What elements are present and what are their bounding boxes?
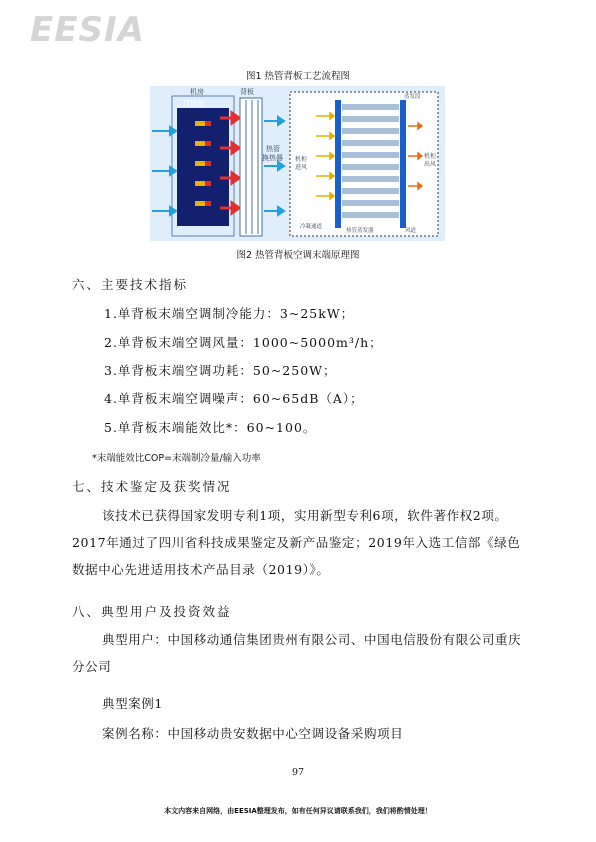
section6-heading: 六、主要技术指标 bbox=[72, 277, 189, 292]
section7-heading: 七、技术鉴定及获奖情况 bbox=[72, 479, 232, 494]
svg-text:热管: 热管 bbox=[266, 145, 280, 153]
svg-text:出风: 出风 bbox=[424, 161, 437, 168]
eesia-logo: EESIA bbox=[30, 10, 145, 50]
cop-footnote: *末端能效比COP=末端制冷量/输入功率 bbox=[92, 453, 261, 464]
spec-item-5: 5.单背板末端能效比*：60~100。 bbox=[104, 420, 317, 435]
spec-item-3: 3.单背板末端空调功耗：50~250W； bbox=[104, 363, 337, 378]
svg-text:冷凝通道: 冷凝通道 bbox=[300, 224, 323, 230]
svg-text:风道: 风道 bbox=[405, 228, 417, 234]
spec-item-4: 4.单背板末端空调噪声：60~65dB（A）； bbox=[104, 391, 364, 406]
figure2-caption: 图2 热管背板空调末端原理图 bbox=[236, 250, 360, 261]
spec-item-2: 2.单背板末端空调风量：1000~5000m³/h； bbox=[104, 335, 383, 350]
svg-text:背板: 背板 bbox=[240, 88, 254, 96]
svg-text:换热器: 换热器 bbox=[262, 154, 283, 162]
case-name: 案例名称：中国移动贵安数据中心空调设备采购项目 bbox=[102, 726, 404, 741]
figure2-diagram bbox=[150, 86, 445, 241]
heat-pipe-diagram bbox=[150, 86, 445, 241]
section7-paragraph: 该技术已获得国家发明专利1项，实用新型专利6项，软件著作权2项。2017年通过了四川省科技成果鉴定及新产品鉴定；2019年入选工信部《绿色数据中心先进适用技术产品目录（2019）》。 bbox=[72, 508, 521, 577]
section8-heading: 八、典型用户及投资效益 bbox=[72, 604, 232, 619]
svg-text:蒸发段: 蒸发段 bbox=[404, 94, 421, 100]
svg-text:热管蒸发器: 热管蒸发器 bbox=[346, 228, 374, 234]
it-device-label: IT设备 bbox=[183, 100, 205, 108]
footer-disclaimer: 本文内容来自网络，由EESIA整理发布，如有任何异议请联系我们，我们将酌情处理！ bbox=[164, 807, 432, 815]
figure1-caption: 图1 热管背板工艺流程图 bbox=[245, 71, 351, 82]
case-title: 典型案例1 bbox=[102, 696, 163, 711]
svg-text:进风: 进风 bbox=[295, 164, 308, 171]
spec-item-1: 1.单背板末端空调制冷能力：3~25kW； bbox=[104, 306, 355, 321]
svg-text:机柜: 机柜 bbox=[424, 153, 437, 160]
page-number: 97 bbox=[291, 767, 305, 778]
typical-users: 典型用户：中国移动通信集团贵州有限公司、中国电信股份有限公司重庆分公司 bbox=[72, 632, 522, 674]
svg-text:机柜: 机柜 bbox=[295, 156, 308, 163]
svg-text:机房: 机房 bbox=[190, 88, 204, 96]
